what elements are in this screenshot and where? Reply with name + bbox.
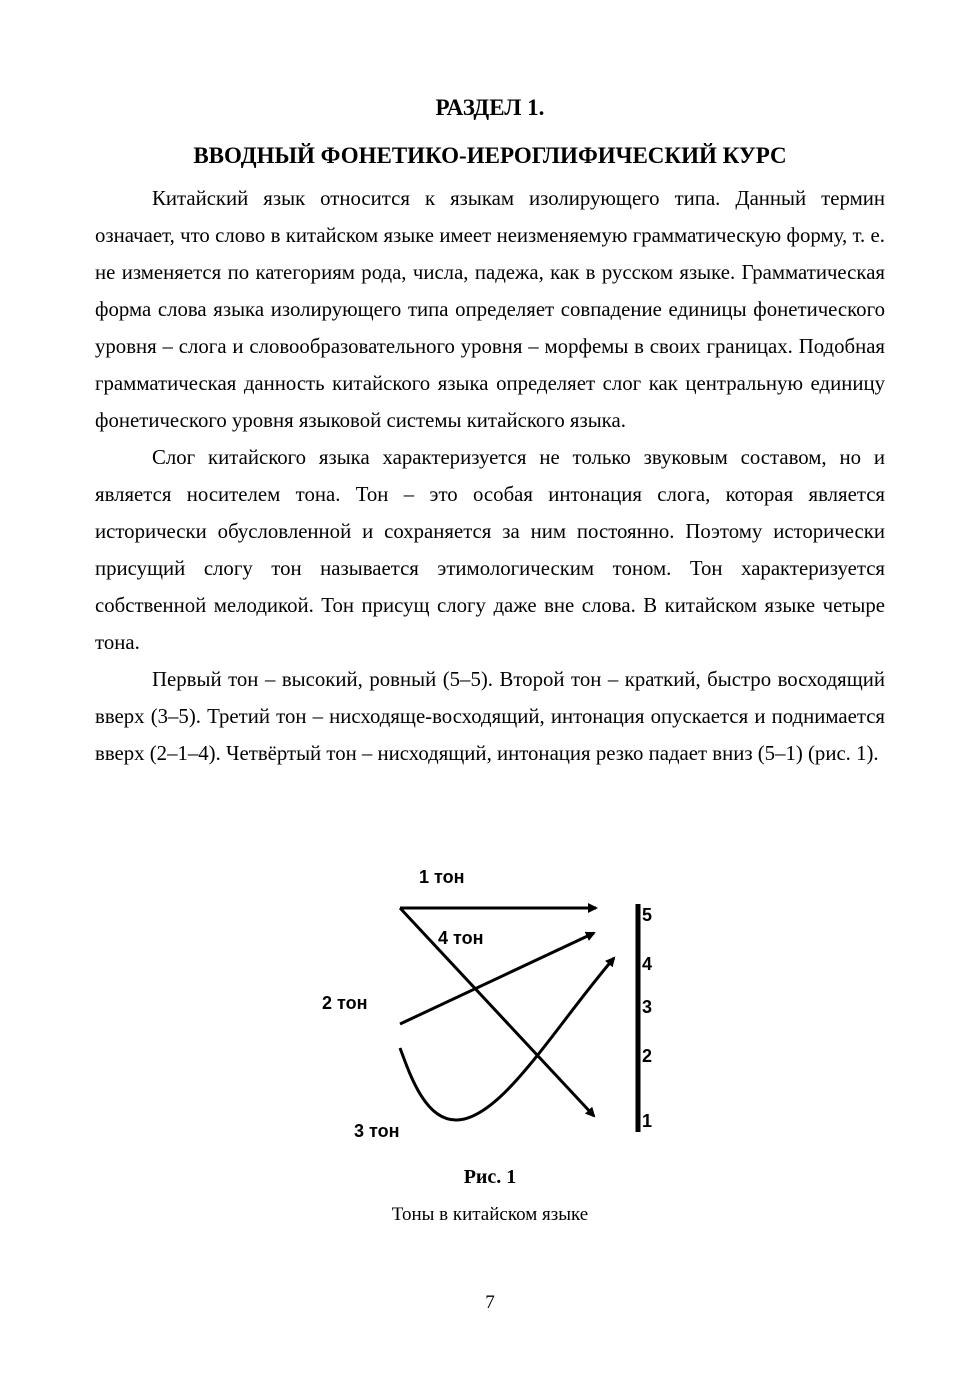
tone1-label: 1 тон — [419, 867, 465, 887]
tones-diagram — [316, 858, 664, 1148]
scale-label-1: 1 — [642, 1111, 653, 1131]
page-number: 7 — [485, 1292, 495, 1313]
section-title: РАЗДЕЛ 1. — [435, 95, 545, 120]
tone2-label: 2 тон — [322, 993, 368, 1013]
scale-label-3: 3 — [642, 997, 653, 1017]
tone3-arrow — [400, 958, 614, 1120]
figure-caption-text: Тоны в китайском языке — [391, 1204, 589, 1225]
figure-caption-title: Рис. 1 — [463, 1166, 517, 1188]
tone4-label: 4 тон — [438, 928, 484, 948]
paragraph: Китайский язык относится к языкам изолирующего типа. Данный термин означает, что слово в китайском языке имеет неизменяемую грамматическую форму, т. е. не изменяется по категориям рода, числа, падежа, как в русском языке. Грамматическая форма слова языка изолирующего типа определяет совпадение единицы фонетического уровня – слога и словообразовательного уровня – морфемы в своих границах. Подобная грамматическая данность китайского языка определяет слог как центральную единицу фонетического уровня языковой системы китайского языка. — [95, 187, 885, 432]
paragraph: Первый тон – высокий, ровный (5–5). Второй тон – краткий, быстро восходящий вверх (3–5). Третий тон – нисходяще-восходящий, интонация опускается и поднимается вверх (2–1–4). Четвёртый тон – нисходящий, интонация резко падает вниз (5–1) (рис. 1). — [95, 668, 885, 765]
section-subtitle: ВВОДНЫЙ ФОНЕТИКО-ИЕРОГЛИФИЧЕСКИЙ КУРС — [193, 143, 787, 168]
scale-label-4: 4 — [642, 954, 653, 974]
tone3-label: 3 тон — [354, 1121, 400, 1141]
paragraph: Слог китайского языка характеризуется не только звуковым составом, но и является носителем тона. Тон – это особая интонация слога, которая является исторически обусловленной и сохраняется за ним постоянно. Поэтому исторически присущий слогу тон называется этимологическим тоном. Тон характеризуется собственной мелодикой. Тон присущ слогу даже вне слова. В китайском языке четыре тона. — [95, 446, 885, 654]
scale-label-2: 2 — [642, 1046, 653, 1066]
tones-figure — [316, 858, 664, 1148]
scale-label-5: 5 — [642, 905, 653, 925]
body-text — [95, 180, 885, 772]
